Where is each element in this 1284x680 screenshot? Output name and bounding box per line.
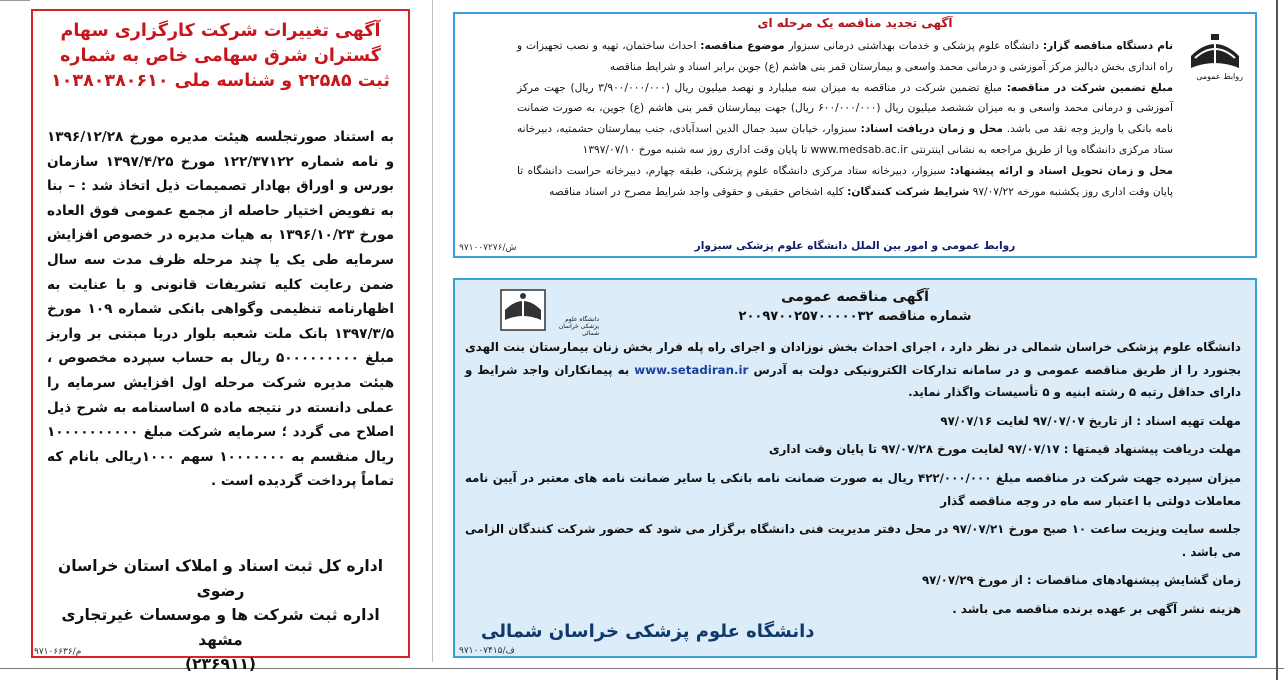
public-tender-title: آگهی مناقصه عمومی xyxy=(781,289,929,305)
site-visit-info: جلسه سایت ویزیت ساعت ۱۰ صبح مورخ ۹۷/۰۷/۲۱ در محل دفتر مدیریت فنی دانشگاه برگزار می شود که حضور شرکت کنندگان الزامی می باشد . xyxy=(465,522,1241,559)
notice-title: آگهی تغییرات شرکت کارگزاری سهام گستران شرق سهامی خاص به شماره ثبت ۲۲۵۸۵ و شناسه ملی ۱۰۳۸۰۳۸۰۶۱۰ xyxy=(51,21,390,91)
tender-renewal-code: ش/۹۷۱۰۰۷۲۷۶ xyxy=(459,243,517,253)
label-organizer: نام دستگاه مناقصه گزار: xyxy=(1042,40,1173,52)
opening-date: زمان گشایش پیشنهادهای مناقصات : از مورخ ۹۷/۰۷/۲۹ xyxy=(921,573,1241,588)
organizer-text: دانشگاه علوم پزشکی و خدمات بهداشتی درمانی سبزوار xyxy=(788,40,1040,52)
label-documents: محل و زمان دریافت اسناد: xyxy=(860,123,1003,136)
conditions-text: کلیه اشخاص حقیقی و حقوقی واجد شرایط مصرح در اسناد مناقصه xyxy=(549,185,844,198)
corner-rule xyxy=(0,0,30,1)
column-divider xyxy=(432,0,433,662)
public-tender-code: ف/۹۷۱۰۰۷۴۱۵ xyxy=(459,646,515,656)
guarantee-text: مبلغ تضمین شرکت در مناقصه به میزان سه میلیارد و نهصد میلیون ریال (۳/۹۰۰/۰۰۰/۰۰۰ ریال) جهت مرکز آموزشی و درمانی محمد واسعی و به میزان ششصد میلیون ریال (۶۰۰/۰۰۰/۰۰۰ ریال) جهت بیمارستان قمر بنی هاشم (ع) جوین، به صورت ضمانت نامه بانکی یا واریز وجه نقد می باشد. xyxy=(517,81,1174,136)
tender-number: شماره مناقصه ۲۰۰۹۷۰۰۲۵۷۰۰۰۰۰۳۲ xyxy=(738,309,972,324)
logo-caption: دانشگاه علوم پزشکی خراسان شمالی xyxy=(558,316,599,337)
page-edge xyxy=(1276,0,1278,680)
notice-footer xyxy=(43,554,398,677)
deposit-info: میزان سپرده جهت شرکت در مناقصه مبلغ ۴۲۲/۰۰۰/۰۰۰ ریال به صورت ضمانت نامه بانکی یا سایر ضمانت نامه های معتبر در آیین نامه معاملات دولتی با اعتبار سه ماه در وجه مناقصه گذار xyxy=(465,470,1241,508)
notice-body: به استناد صورتجلسه هیئت مدیره مورخ ۱۳۹۶/۱۲/۲۸ و نامه شماره ۱۲۲/۳۷۱۲۲ مورخ ۱۳۹۷/۴/۲۵ سازمان بورس و اوراق بهادار تصمیمات ذیل اتخاذ شد : – بنا به تفویض اختیار حاصله از مجمع عمومی فوق العاده مورخ ۱۳۹۶/۱۰/۲۳ به هیات مدیره در خصوص افزایش سرمایه طی یک یا چند مرحله ظرف مدت سه سال ضمن رعایت کلیه تشریفات قانونی و با عنایت به اظهارنامه تنظیمی وگواهی بانکی شماره ۱۰۹ مورخ ۱۳۹۷/۳/۵ بانک ملت شعبه بلوار دریا مبتنی بر واریز مبلغ ۵۰۰۰۰۰۰۰۰۰ ریال به حساب سپرده مخصوص ، هیئت مدیره شرکت مرحله اول افزایش سرمایه را عملی دانسته در نتیجه ماده ۵ اساسنامه به شرح ذیل اصلاح می گردد ؛ سرمایه شرکت مبلغ ۱۰۰۰۰۰۰۰۰۰۰ ریال منقسم به ۱۰۰۰۰۰۰۰ سهم ۱۰۰۰ریالی بانام که تماماً پرداخت گردیده است . xyxy=(47,129,395,490)
bid-deadline: مهلت دریافت پیشنهاد قیمتها : ۹۷/۰۷/۱۷ لغایت مورخ ۹۷/۰۷/۲۸ تا پایان وقت اداری xyxy=(768,442,1241,457)
publication-cost: هزینه نشر آگهی بر عهده برنده مناقصه می باشد . xyxy=(952,601,1241,616)
university-name: دانشگاه علوم پزشکی خراسان شمالی xyxy=(481,621,815,642)
doc-deadline: مهلت تهیه اسناد : از تاریخ ۹۷/۰۷/۰۷ لغایت ۹۷/۰۷/۱۶ xyxy=(940,413,1241,428)
documents-text: سبزوار، خیابان سید جمال الدین اسدآبادی، جنب بیمارستان حشمتیه، دبیرخانه ستاد مرکزی دانشگاه ویا از طریق مراجعه به نشانی اینترنتی www.medsab.ac.ir تا پایان وقت اداری روز سه شنبه مورخ ۱۳۹۷/۰۷/۱۰ xyxy=(517,123,1173,156)
intro-text: دانشگاه علوم پزشکی خراسان شمالی در نظر دارد ، اجرای احداث بخش نوزادان و اجرای راه پله فرار بخش زنان بیمارستان بنت الهدی بجنورد را از طریق مناقصه عمومی و در سامانه تدارکات الکترونیکی دولت به آدرس xyxy=(465,340,1242,377)
footer-code: (۲۳۶۹۱۱) xyxy=(185,655,256,673)
tender-renewal-footer: روابط عمومی و امور بین الملل دانشگاه علوم پزشکی سبزوار xyxy=(694,240,1016,252)
company-change-notice xyxy=(31,9,410,673)
tender-renewal-title: آگهی تجدید مناقصه یک مرحله ای xyxy=(757,16,953,30)
tender-renewal-notice xyxy=(453,12,1257,258)
label-submission: محل و زمان تحویل اسناد و ارائه پیشنهاد: xyxy=(950,164,1173,177)
label-subject: موضوع مناقصه: xyxy=(700,40,785,52)
label-guarantee: مبلغ تضمین شرکت در مناقصه: xyxy=(1006,81,1174,94)
setadiran-link[interactable]: www.setadiran.ir xyxy=(634,362,749,377)
label-conditions: شرایط شرکت کنندگان: xyxy=(847,185,970,198)
footer-line-1: اداره کل ثبت اسناد و املاک استان خراسان رضوی xyxy=(57,557,384,600)
sabzevar-university-logo xyxy=(1183,28,1247,86)
subject-text: احداث ساختمان، تهیه و نصب تجهیزات و راه اندازی بخش دیالیز مرکز آموزشی و درمانی محمد واسعی و بیمارستان قمر بنی هاشم (ع) جوین برابر اسناد و شرایط مناقصه xyxy=(517,40,1173,73)
footer-line-2: اداره ثبت شرکت ها و موسسات غیرتجاری مشهد xyxy=(61,606,380,649)
submission-text: سبزوار، دبیرخانه ستاد مرکزی دانشگاه علوم پزشکی، طبقه چهارم، دبیرخانه حراست دانشگاه تا پایان وقت اداری روز یکشنبه مورخه ۹۷/۰۷/۲۲ xyxy=(517,164,1173,198)
left-ad-code: م/۹۷۱۰۶۶۳۶ xyxy=(34,647,82,657)
public-tender-notice xyxy=(453,278,1257,658)
logo-caption: روابط عمومی xyxy=(1196,72,1243,81)
tender-renewal-body xyxy=(517,36,1173,202)
intro-text-end: به پیمانکاران واجد شرایط و دارای حداقل رتبه ۵ رشته ابنیه و ۵ تأسیسات واگذار نماید. xyxy=(465,362,1241,400)
public-tender-body xyxy=(465,336,1241,621)
